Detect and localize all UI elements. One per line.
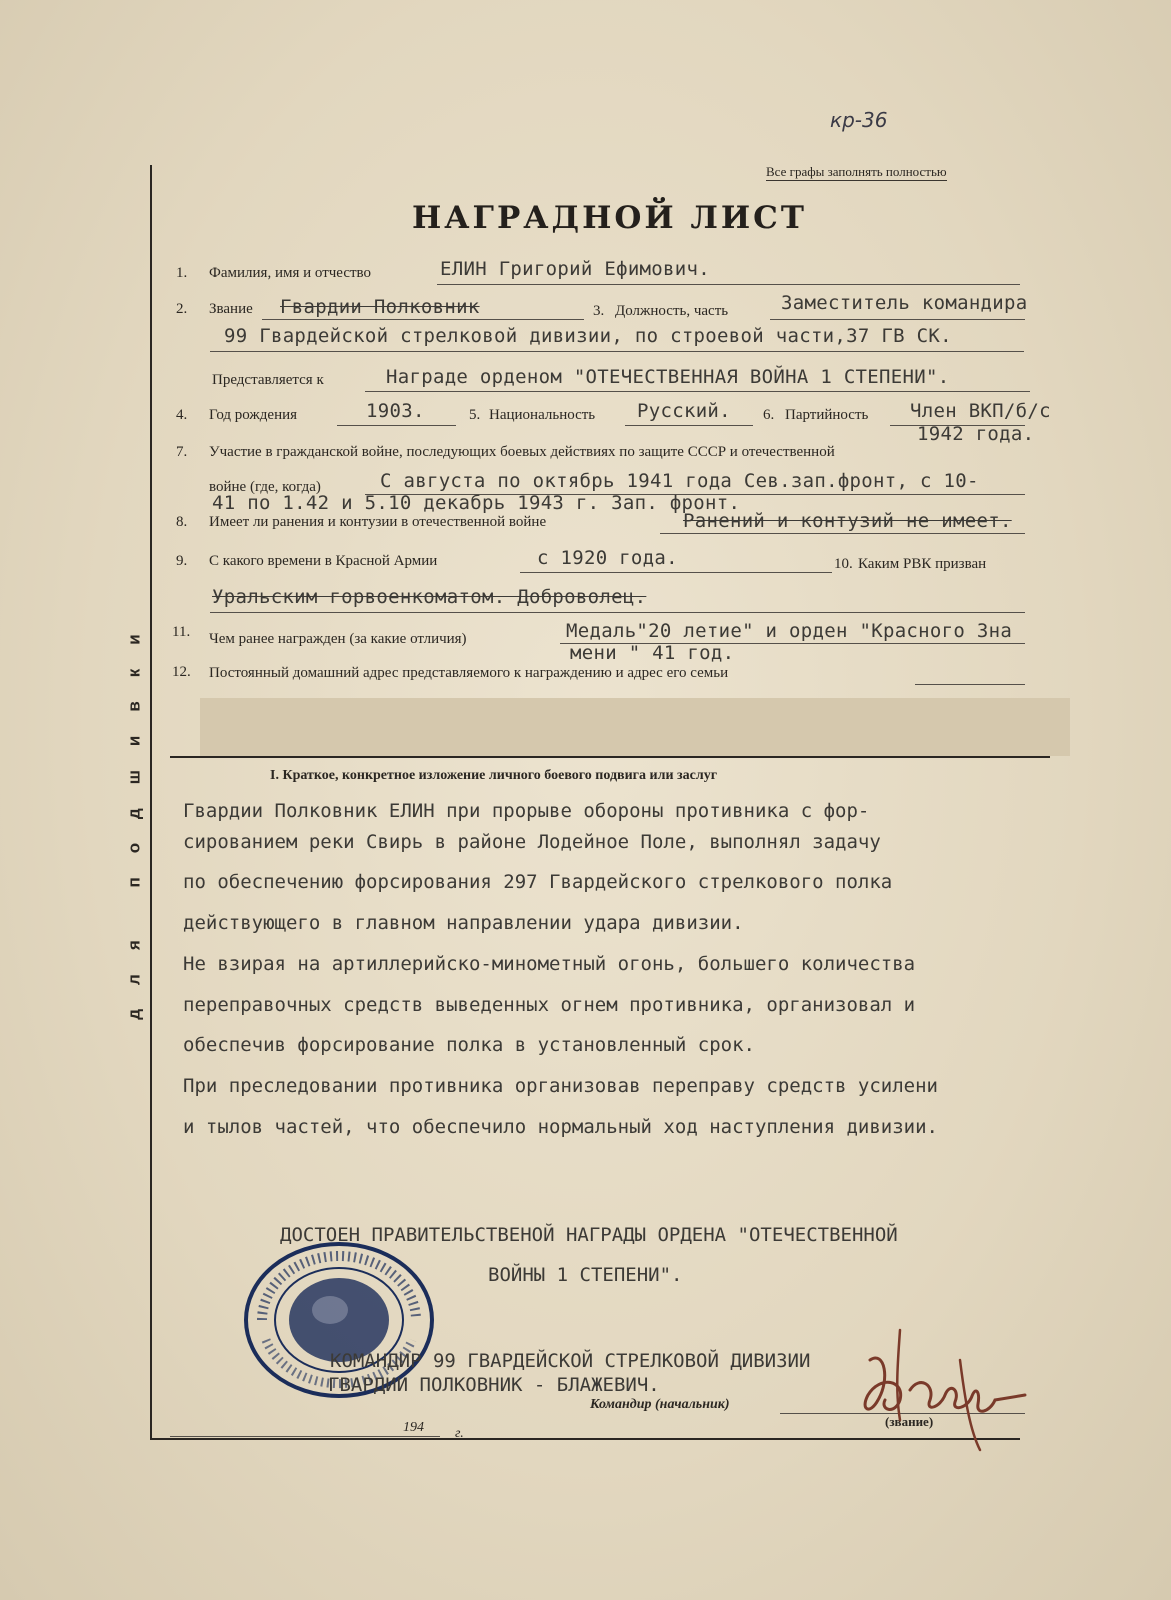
field-7-label: Участие в гражданской войне, последующих боевых действиях по защите СССР и отечественной: [209, 444, 835, 460]
narrative-line: переправочных средств выведенных огнем противника, организовал и: [183, 994, 916, 1016]
field-9-number: 9.: [176, 553, 188, 569]
narrative-line: При преследовании противника организовав переправу средств усилени: [183, 1075, 938, 1097]
field-8-label: Имеет ли ранения и контузии в отечественной войне: [209, 514, 547, 530]
binding-margin-label: для подшивки: [125, 610, 145, 1020]
field-1-number: 1.: [176, 265, 188, 281]
fill-instruction: Все графы заполнять полностью: [766, 164, 947, 179]
field-11-label: Чем ранее награжден (за какие отличия): [209, 631, 467, 647]
signer-title: КОМАНДИР 99 ГВАРДЕЙСКОЙ СТРЕЛКОВОЙ ДИВИЗИИ: [330, 1350, 811, 1372]
narrative-line: действующего в главном направлении удара дивизии.: [183, 912, 744, 934]
field-11-value-continued: мени " 41 год.: [570, 642, 735, 664]
field-11-value: Медаль"20 летие" и орден "Красного Зна: [566, 620, 1013, 642]
field-1-underline: [437, 284, 1020, 285]
field-8-underline: [660, 533, 1025, 534]
narrative-line: и тылов частей, что обеспечило нормальный ход наступления дивизии.: [183, 1116, 938, 1138]
conclusion-line-2: ВОЙНЫ 1 СТЕПЕНИ".: [488, 1264, 683, 1286]
field-12-underline: [915, 684, 1025, 685]
field-4-number: 4.: [176, 407, 188, 423]
conclusion-line-1: ДОСТОЕН ПРАВИТЕЛЬСТВЕНОЙ НАГРАДЫ ОРДЕНА "ОТЕЧЕСТВЕННОЙ: [280, 1224, 898, 1246]
narrative-line: обеспечив форсирование полка в установленный срок.: [183, 1034, 755, 1056]
field-7-value: С августа по октябрь 1941 года Сев.зап.фронт, с 10-: [380, 470, 979, 492]
field-9-label: С какого времени в Красной Армии: [209, 553, 438, 569]
field-1-value: ЕЛИН Григорий Ефимович.: [440, 258, 710, 280]
binding-margin-line: [150, 165, 152, 1440]
document-title: НАГРАДНОЙ ЛИСТ: [412, 200, 807, 236]
field-3-value-continued: 99 Гвардейской стрелковой дивизии, по строевой части,37 ГВ СК.: [224, 325, 952, 347]
field-3-underline: [770, 319, 1025, 320]
field-3-label: Должность, часть: [615, 303, 729, 319]
date-year: 194: [403, 1420, 424, 1435]
award-value: Награде орденом "ОТЕЧЕСТВЕННАЯ ВОЙНА 1 СТЕПЕНИ".: [386, 366, 950, 388]
field-3-number: 3.: [593, 303, 605, 319]
field-6-value: Член ВКП/б/с: [910, 400, 1051, 422]
field-10-value: Уральским горвоенкоматом. Доброволец.: [212, 586, 647, 608]
field-7-label-continued: войне (где, когда): [209, 479, 321, 495]
field-8-number: 8.: [176, 514, 188, 530]
narrative-line: Не взирая на артиллерийско-минометный огонь, большего количества: [183, 953, 916, 975]
signer-name: ГВАРДИИ ПОЛКОВНИК - БЛАЖЕВИЧ.: [328, 1374, 660, 1396]
rank-label: (звание): [885, 1414, 934, 1429]
field-10-number: 10.: [834, 556, 853, 572]
field-7-number: 7.: [176, 444, 188, 460]
narrative-line: по обеспечению форсирования 297 Гвардейского стрелкового полка: [183, 871, 893, 893]
field-9-underline: [520, 572, 832, 573]
field-12-number: 12.: [172, 664, 191, 680]
field-4-label: Год рождения: [209, 407, 298, 423]
field-10-underline: [210, 612, 1025, 613]
section-divider: [170, 756, 1050, 758]
field-10-label: Каким РВК призван: [858, 556, 987, 572]
field-6-value-continued: 1942 года.: [917, 423, 1035, 445]
field-11-number: 11.: [172, 624, 191, 640]
field-3-underline-continued: [210, 351, 1024, 352]
field-7-value-continued: 41 по 1.42 и 5.10 декабрь 1943 г. Зап. фронт.: [212, 492, 741, 514]
field-2-number: 2.: [176, 301, 188, 317]
handwritten-signature: [840, 1320, 1040, 1460]
field-5-value: Русский.: [637, 400, 731, 422]
field-5-number: 5.: [469, 407, 481, 423]
date-suffix: г.: [455, 1426, 464, 1441]
commander-label: Командир (начальник): [590, 1397, 730, 1412]
narrative-line: сированием реки Свирь в районе Лодейное Поле, выполнял задачу: [183, 831, 881, 853]
field-5-underline: [625, 425, 753, 426]
field-2-label: Звание: [209, 301, 253, 317]
field-8-value: Ранений и контузий не имеет.: [683, 510, 1012, 532]
reference-note: кр-36: [830, 108, 888, 132]
field-4-value: 1903.: [366, 400, 425, 422]
field-2-value: Гвардии Полковник: [280, 296, 480, 318]
award-label: Представляется к: [212, 372, 324, 388]
field-12-label: Постоянный домашний адрес представляемого к награждению и адрес его семьи: [209, 665, 729, 681]
award-underline: [365, 391, 1030, 392]
field-6-number: 6.: [763, 407, 775, 423]
section-heading: I. Краткое, конкретное изложение личного боевого подвига или заслуг: [270, 768, 718, 783]
field-4-underline: [337, 425, 456, 426]
redacted-address: [200, 698, 1070, 756]
narrative-line: Гвардии Полковник ЕЛИН при прорыве обороны противника с фор-: [183, 800, 870, 822]
field-5-label: Национальность: [489, 407, 596, 423]
field-3-value: Заместитель командира: [781, 292, 1028, 314]
field-9-value: с 1920 года.: [537, 547, 678, 569]
field-2-underline: [262, 319, 584, 320]
field-1-label: Фамилия, имя и отчество: [209, 265, 372, 281]
field-6-label: Партийность: [785, 407, 869, 423]
date-line: [170, 1436, 440, 1437]
